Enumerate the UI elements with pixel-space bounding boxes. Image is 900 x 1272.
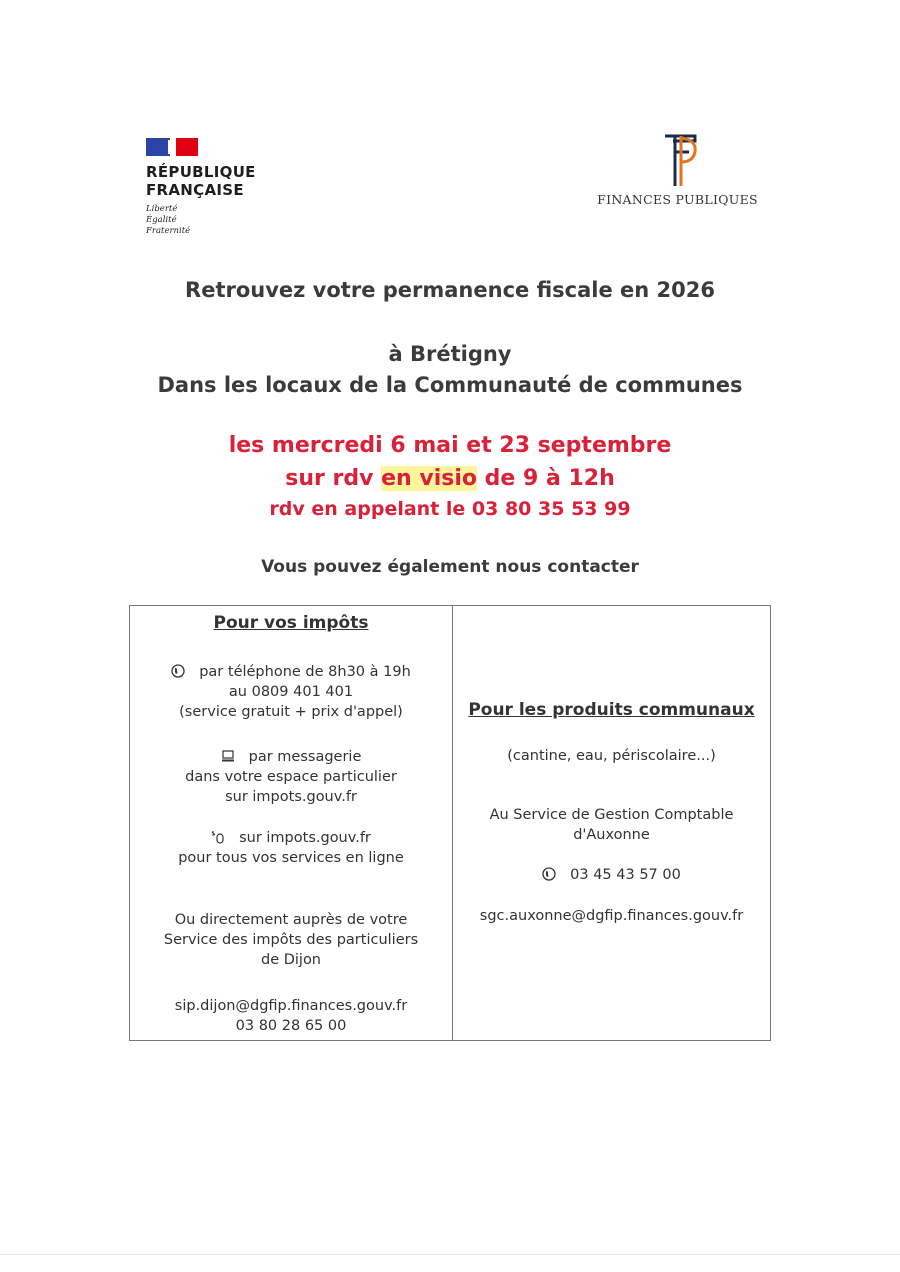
dates-line: les mercredi 6 mai et 23 septembre (228, 433, 672, 458)
contact-table (129, 605, 771, 1041)
marianne-flag-icon (146, 138, 198, 158)
phone-contact-block (130, 662, 452, 722)
direct-contact-line1: Ou directement auprès de votre (174, 912, 408, 928)
online-contact-text: sur impots.gouv.fr (239, 830, 371, 846)
rf-motto-liberte: Liberté (146, 204, 178, 214)
sgc-email[interactable]: sgc.auxonne@dgfip.finances.gouv.fr (479, 908, 744, 924)
rf-name (146, 163, 286, 199)
sgc-phone-line (453, 865, 770, 885)
visio-highlight: en visio (381, 466, 477, 491)
republique-francaise-logo (146, 138, 286, 237)
messaging-contact-block (130, 747, 452, 807)
appointment-hours: de 9 à 12h (484, 466, 615, 491)
online-contact-line1 (130, 828, 452, 848)
produits-examples: (cantine, eau, périscolaire...) (507, 748, 716, 764)
sgc-phone-number: 03 45 43 57 00 (570, 867, 681, 883)
sgc-service-line1: Au Service de Gestion Comptable (489, 807, 734, 823)
page-title: Retrouvez votre permanence fiscale en 2026 (185, 278, 715, 302)
phone-contact-line1 (130, 662, 452, 682)
appointment-line (0, 466, 900, 491)
fp-name: FINANCES PUBLIQUES (597, 192, 758, 207)
direct-contact-line2: Service des impôts des particuliers (163, 932, 419, 948)
online-contact-line2: pour tous vos services en ligne (178, 850, 404, 866)
computer-icon (221, 749, 235, 763)
impots-column-title: Pour vos impôts (213, 613, 369, 633)
sip-phone-number: 03 80 28 65 00 (235, 1018, 347, 1034)
location-heading: Dans les locaux de la Communauté de communes (157, 373, 743, 397)
direct-contact-block (130, 910, 452, 970)
messaging-contact-line1 (130, 747, 452, 767)
messaging-contact-line3: sur impots.gouv.fr (225, 789, 357, 805)
appointment-prefix: sur rdv (285, 466, 374, 491)
rf-motto-egalite: Égalité (146, 215, 177, 225)
scan-edge-divider (0, 1254, 900, 1255)
messaging-contact-line2: dans votre espace particulier (185, 769, 397, 785)
direct-contact-line3: de Dijon (260, 952, 322, 968)
produits-communaux-column (453, 606, 770, 1040)
sgc-service-line2: d'Auxonne (573, 827, 650, 843)
fp-monogram-icon (653, 132, 703, 188)
sip-contact-block (130, 996, 452, 1036)
rf-motto-fraternite: Fraternité (146, 226, 191, 236)
phone-icon (171, 664, 185, 678)
contact-intro: Vous pouvez également nous contacter (261, 557, 639, 577)
rf-name-line1: RÉPUBLIQUE (146, 163, 256, 181)
online-contact-block (130, 828, 452, 868)
phone-icon (542, 867, 556, 881)
impots-column (130, 606, 452, 1040)
sgc-service-block (453, 805, 770, 845)
appointment-phone-line: rdv en appelant le 03 80 35 53 99 (269, 498, 631, 520)
rf-motto (146, 204, 286, 237)
finances-publiques-logo (595, 132, 760, 207)
messaging-contact-text: par messagerie (248, 749, 362, 765)
mouse-pointer-icon (211, 830, 225, 844)
phone-contact-text: par téléphone de 8h30 à 19h (199, 664, 411, 680)
rf-name-line2: FRANÇAISE (146, 181, 244, 199)
phone-contact-line2: au 0809 401 401 (228, 684, 354, 700)
produits-column-title: Pour les produits communaux (468, 700, 755, 720)
phone-contact-line3: (service gratuit + prix d'appel) (179, 704, 403, 720)
place-heading: à Brétigny (388, 342, 512, 366)
sip-email[interactable]: sip.dijon@dgfip.finances.gouv.fr (174, 998, 408, 1014)
